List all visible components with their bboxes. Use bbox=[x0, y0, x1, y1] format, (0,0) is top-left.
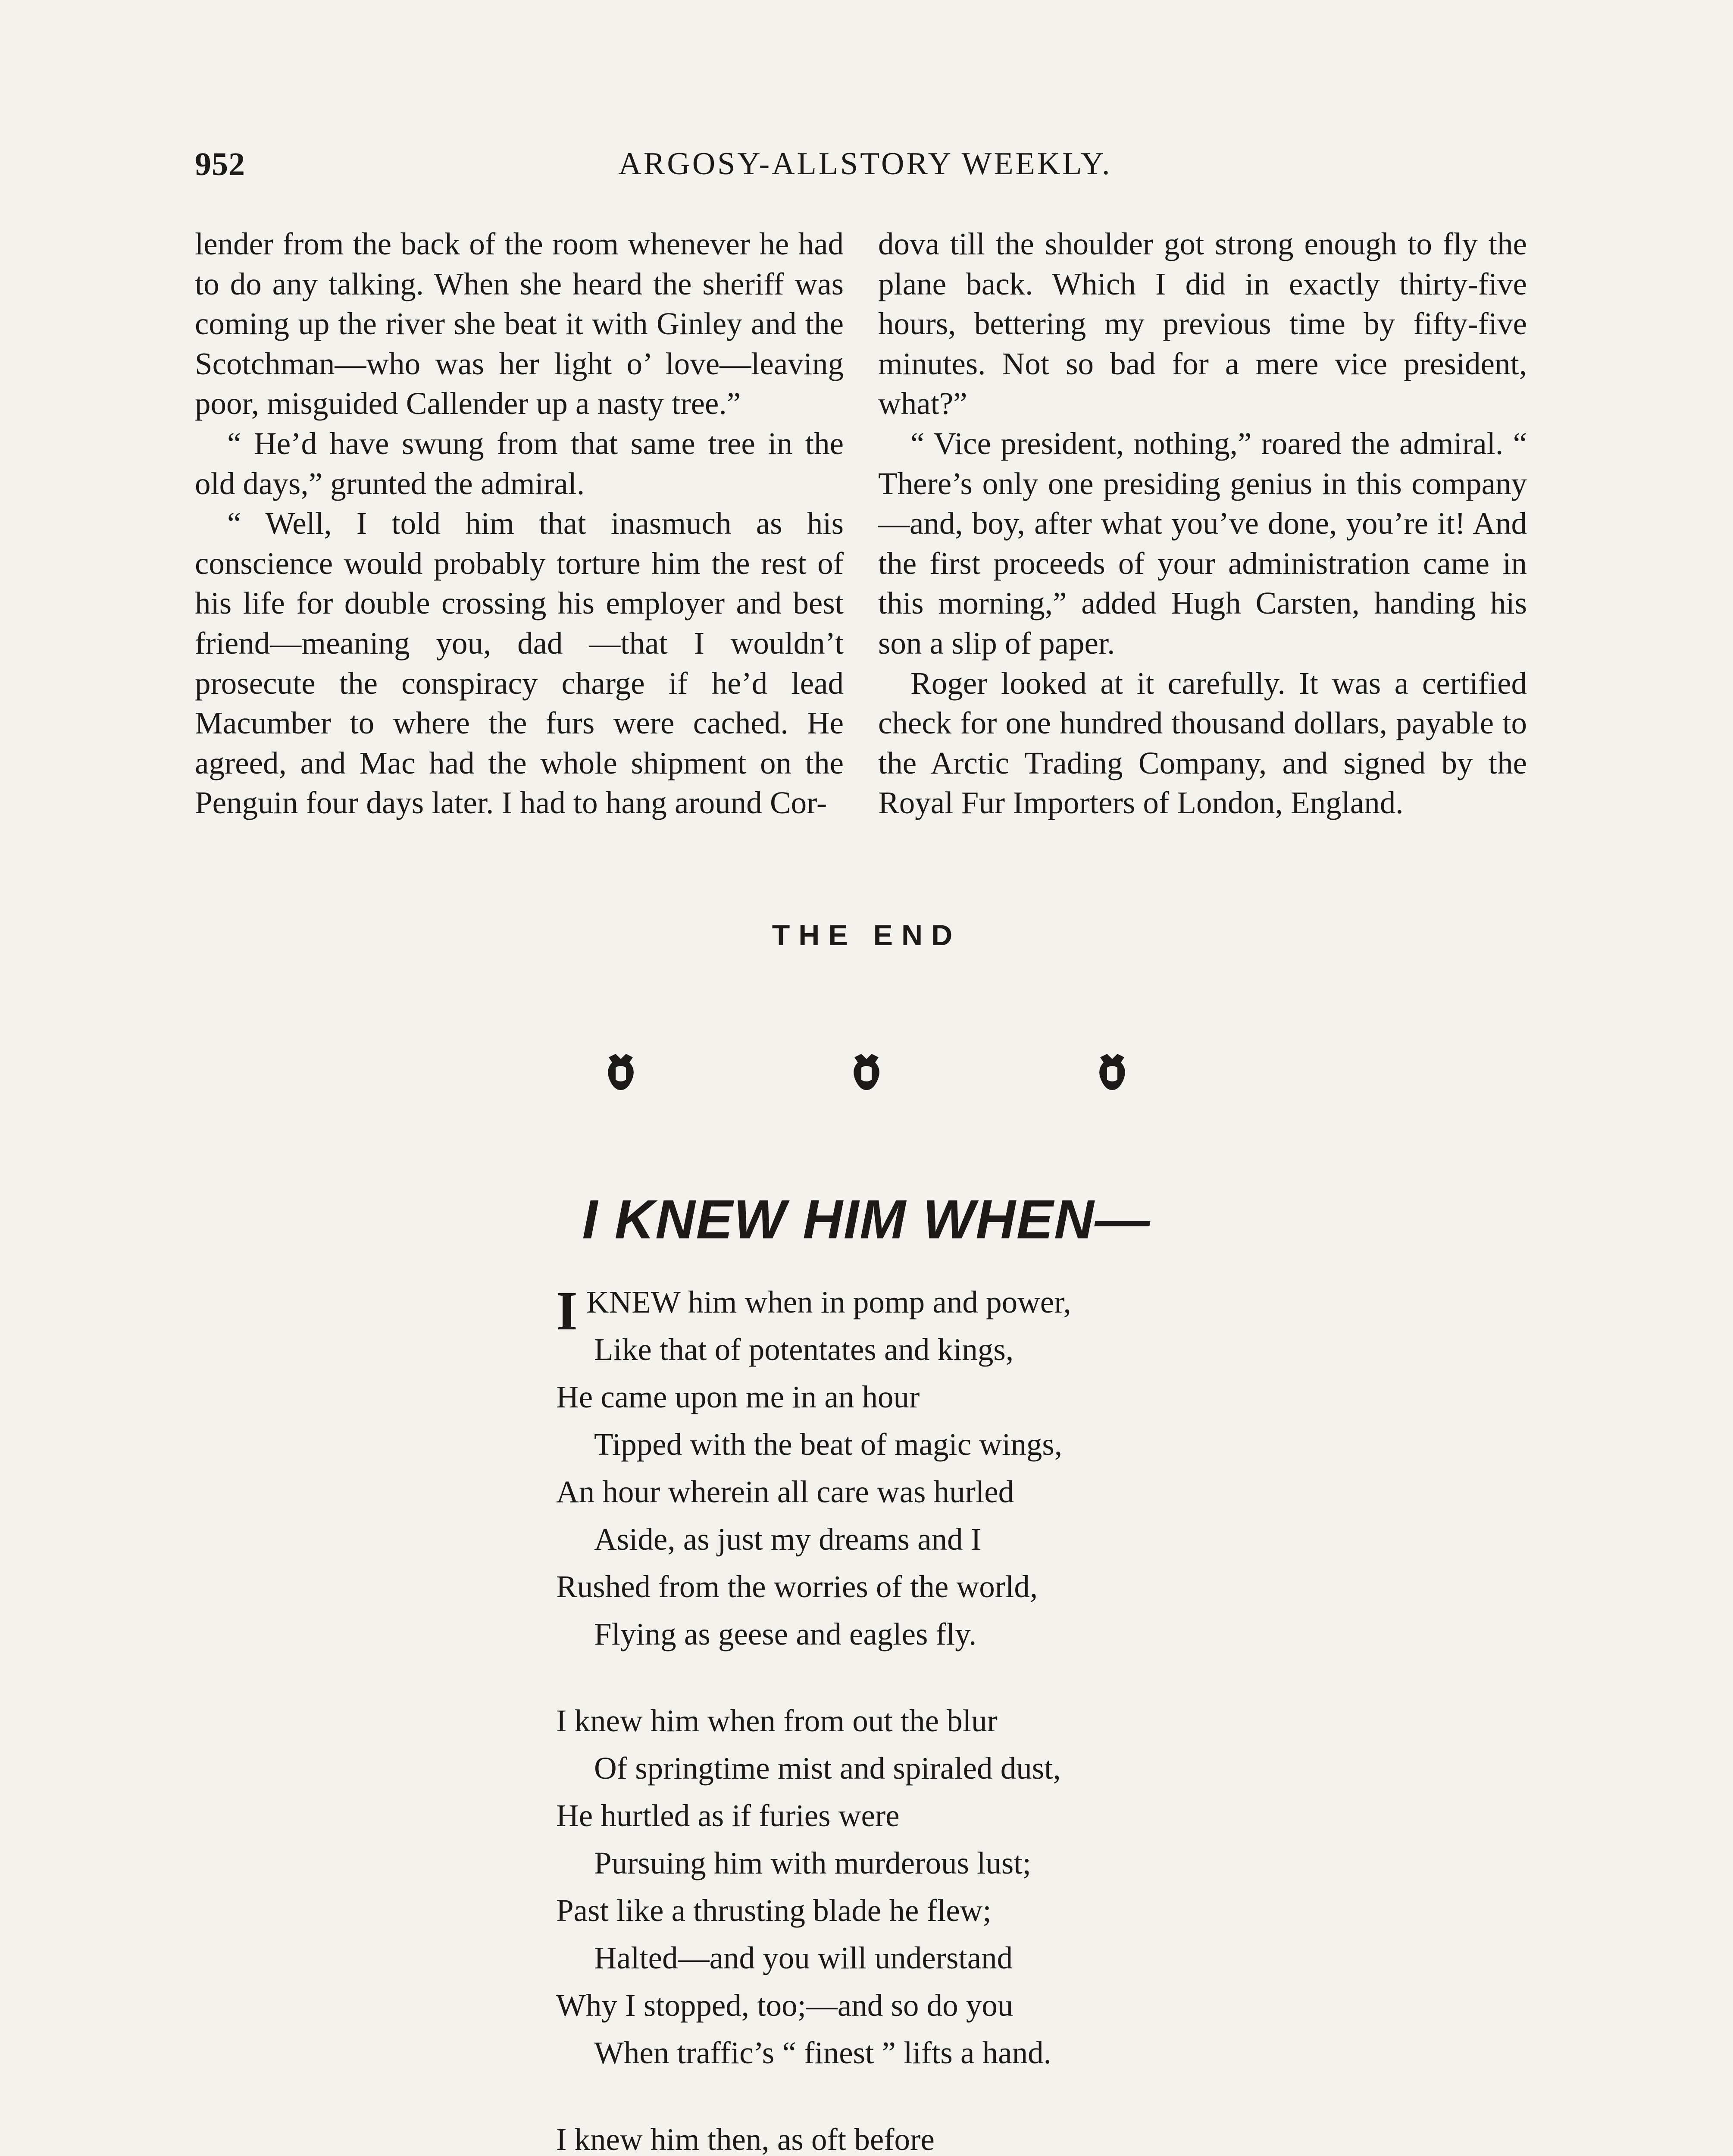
poem-line-text: KNEW him when in pomp and power, bbox=[586, 1285, 1071, 1319]
fleuron-icon bbox=[604, 1052, 638, 1092]
the-end-mark: THE END bbox=[772, 919, 961, 952]
poem-line: I knew him then, as oft before bbox=[556, 2122, 935, 2156]
story-paragraph: dova till the shoulder got strong enough to fly the plane back. Which I did in exactly thirty-five hours, bettering my previous time by fifty-five minutes. Not so bad for a mere vice president, what?” bbox=[878, 226, 1527, 421]
poem-line: He came upon me in an hour bbox=[556, 1379, 920, 1414]
running-head bbox=[195, 146, 1536, 197]
poem-stanza bbox=[556, 1279, 1418, 1658]
story-column-right bbox=[878, 224, 1527, 823]
poem-line: I knew him when from out the blur bbox=[556, 1703, 998, 1738]
section-ornaments bbox=[604, 1052, 1129, 1104]
poem-line: Rushed from the worries of the world, bbox=[556, 1569, 1038, 1604]
story-columns bbox=[195, 224, 1536, 918]
poem-stanza bbox=[556, 2116, 1418, 2156]
poem-stanza bbox=[556, 1697, 1418, 2077]
poem-line: Of springtime mist and spiraled dust, bbox=[594, 1751, 1061, 1786]
poem bbox=[556, 1279, 1418, 2156]
fleuron-icon bbox=[849, 1052, 884, 1092]
fleuron-icon bbox=[1095, 1052, 1129, 1092]
story-paragraph: “ Well, I told him that inasmuch as his conscience would probably torture him the rest of his life for double crossing his employer and best friend—meaning you, dad —that I wouldn’t prosecute the conspiracy charge if he’d lead Macumber to where the furs were cached. He agreed, and Mac had the whole shipment on the Penguin four days later. I had to hang around Cor- bbox=[195, 506, 844, 821]
magazine-title: ARGOSY-ALLSTORY WEEKLY. bbox=[618, 146, 1112, 182]
poem-line: He hurtled as if furies were bbox=[556, 1798, 900, 1833]
poem-line: An hour wherein all care was hurled bbox=[556, 1474, 1014, 1509]
poem-line: Why I stopped, too;—and so do you bbox=[556, 1988, 1014, 2023]
poem-line bbox=[556, 1279, 1418, 1341]
poem-line: Flying as geese and eagles fly. bbox=[594, 1617, 977, 1651]
story-paragraph: “ Vice president, nothing,” roared the admiral. “ There’s only one presiding genius in this company—and, boy, after what you’ve done, you’re it! And the first proceeds of your administration came in this morning,” added Hugh Carsten, handing his son a slip of paper. bbox=[878, 426, 1527, 661]
poem-line: Pursuing him with murderous lust; bbox=[594, 1846, 1031, 1880]
poem-line: Past like a thrusting blade he flew; bbox=[556, 1893, 992, 1928]
page-number: 952 bbox=[195, 146, 245, 182]
story-paragraph: lender from the back of the room whenever he had to do any talking. When she heard the sheriff was coming up the river she beat it with Ginley and the Scotchman—who was her light o’ love—leaving poor, misguided Callender up a nasty tree.” bbox=[195, 226, 844, 421]
poem-line: Tipped with the beat of magic wings, bbox=[594, 1427, 1063, 1462]
poem-line: Like that of potentates and kings, bbox=[594, 1332, 1014, 1367]
poem-line: Aside, as just my dreams and I bbox=[594, 1522, 982, 1557]
story-column-left bbox=[195, 224, 844, 823]
story-paragraph: Roger looked at it carefully. It was a certified check for one hundred thousand dollars, payable to the Arctic Trading Company, and signed by the Royal Fur Importers of London, England. bbox=[878, 665, 1527, 821]
poem-line: When traffic’s “ finest ” lifts a hand. bbox=[594, 2035, 1051, 2070]
story-paragraph: “ He’d have swung from that same tree in the old days,” grunted the admiral. bbox=[195, 426, 844, 501]
poem-line: Halted—and you will understand bbox=[594, 1940, 1013, 1975]
drop-cap: I bbox=[556, 1280, 578, 1341]
poem-title: I KNEW HIM WHEN— bbox=[582, 1189, 1151, 1250]
